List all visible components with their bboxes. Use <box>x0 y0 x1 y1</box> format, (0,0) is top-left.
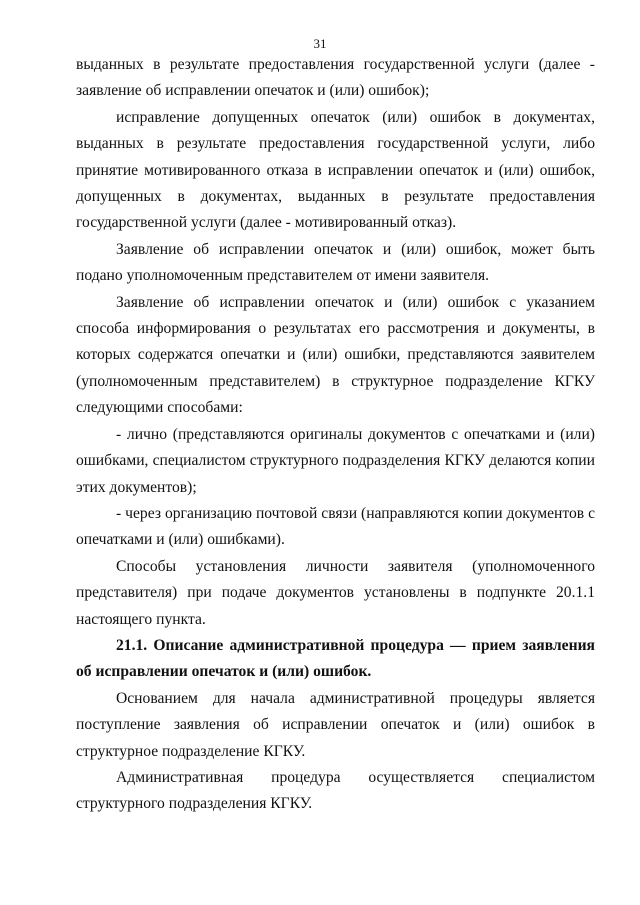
paragraph-procedure-executor: Административная процедура осуществляется специалистом структурного подразделения КГКУ. <box>76 768 595 813</box>
list-item-in-person: - лично (представляются оригиналы документов с опечатками и (или) ошибками, специалистом структурного подразделения КГКУ делаются копии этих документов); <box>76 425 595 496</box>
paragraph-identity-verification: Способы установления личности заявителя (уполномоченного представителя) при подаче документов установлены в подпункте 20.1.1 настоящего пункта. <box>76 557 595 628</box>
paragraph-procedure-basis: Основанием для начала административной процедуры является поступление заявления об исправлении опечаток и (или) ошибок в структурное подразделение КГКУ. <box>76 689 595 760</box>
section-heading-21-1: 21.1. Описание административной процедура — прием заявления об исправлении опечаток и (или) ошибок. <box>76 636 595 681</box>
paragraph-correction-definition: исправление допущенных опечаток (или) ошибок в документах, выданных в результате предоставления государственной услуги, либо принятие мотивированного отказа в исправлении опечаток и (или) ошибок, допущенных в документах, выданных в результате предоставления государственной услуги (далее - мотивированный отказ). <box>76 108 595 232</box>
paragraph-continuation: выданных в результате предоставления государственной услуги (далее - заявление об исправлении опечаток и (или) ошибок); <box>76 56 595 100</box>
page-number: 31 <box>313 36 327 51</box>
list-item-by-mail: - через организацию почтовой связи (направляются копии документов с опечатками и (или) ошибками). <box>76 504 595 549</box>
paragraph-representative: Заявление об исправлении опечаток и (или) ошибок, может быть подано уполномоченным представителем от имени заявителя. <box>76 240 595 285</box>
paragraph-submission-methods: Заявление об исправлении опечаток и (или) ошибок с указанием способа информирования о результатах его рассмотрения и документы, в которых содержатся опечатки и (или) ошибки, представляются заявителем (уполномоченным представителем) в структурное подразделение КГКУ следующими способами: <box>76 293 595 417</box>
document-body <box>76 52 595 818</box>
